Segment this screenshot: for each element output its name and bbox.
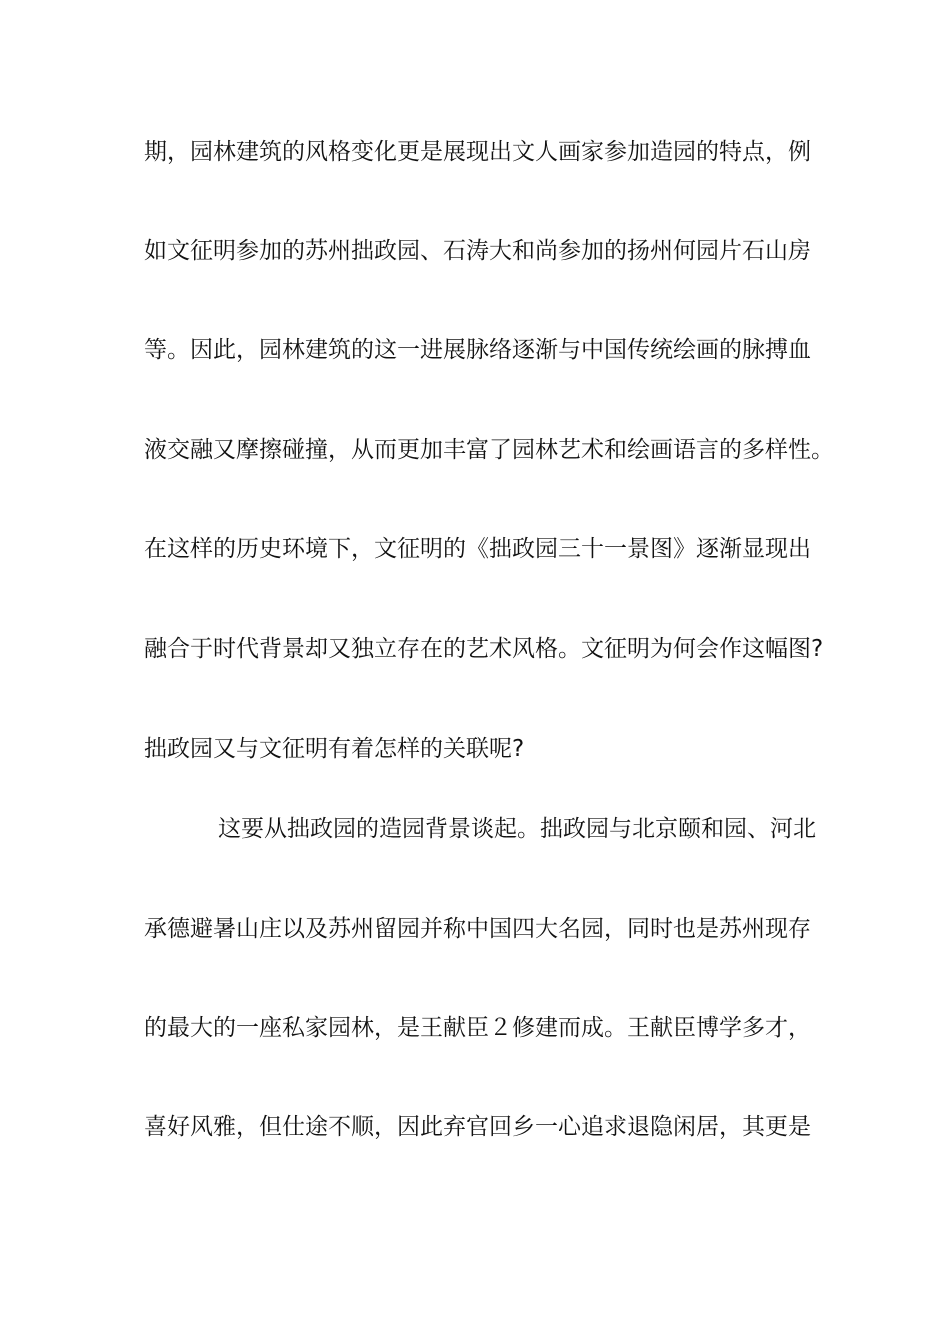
text-line-7: 拙政园又与文征明有着怎样的关联呢? <box>144 736 525 762</box>
text-line-6: 融合于时代背景却又独立存在的艺术风格。文征明为何会作这幅图? <box>144 636 824 662</box>
text-line-10: 的最大的一座私家园林，是王献臣２修建而成。王献臣博学多才， <box>144 1015 811 1041</box>
text-line-1: 期，园林建筑的风格变化更是展现出文人画家参加造园的特点，例 <box>144 139 811 165</box>
text-line-5: 在这样的历史环境下，文征明的《拙政园三十一景图》逐渐显现出 <box>144 536 811 562</box>
text-line-2: 如文征明参加的苏州拙政园、石涛大和尚参加的扬州何园片石山房 <box>144 238 811 264</box>
text-line-9: 承德避暑山庄以及苏州留园并称中国四大名园，同时也是苏州现存 <box>144 916 811 942</box>
text-line-4: 液交融又摩擦碰撞，从而更加丰富了园林艺术和绘画语言的多样性。 <box>144 437 834 463</box>
text-line-8-paragraph-start: 这要从拙政园的造园背景谈起。拙政园与北京颐和园、河北 <box>218 816 816 842</box>
text-line-11: 喜好风雅，但仕途不顺，因此弃官回乡一心追求退隐闲居，其更是 <box>144 1114 811 1140</box>
text-line-3: 等。因此，园林建筑的这一进展脉络逐渐与中国传统绘画的脉搏血 <box>144 337 811 363</box>
